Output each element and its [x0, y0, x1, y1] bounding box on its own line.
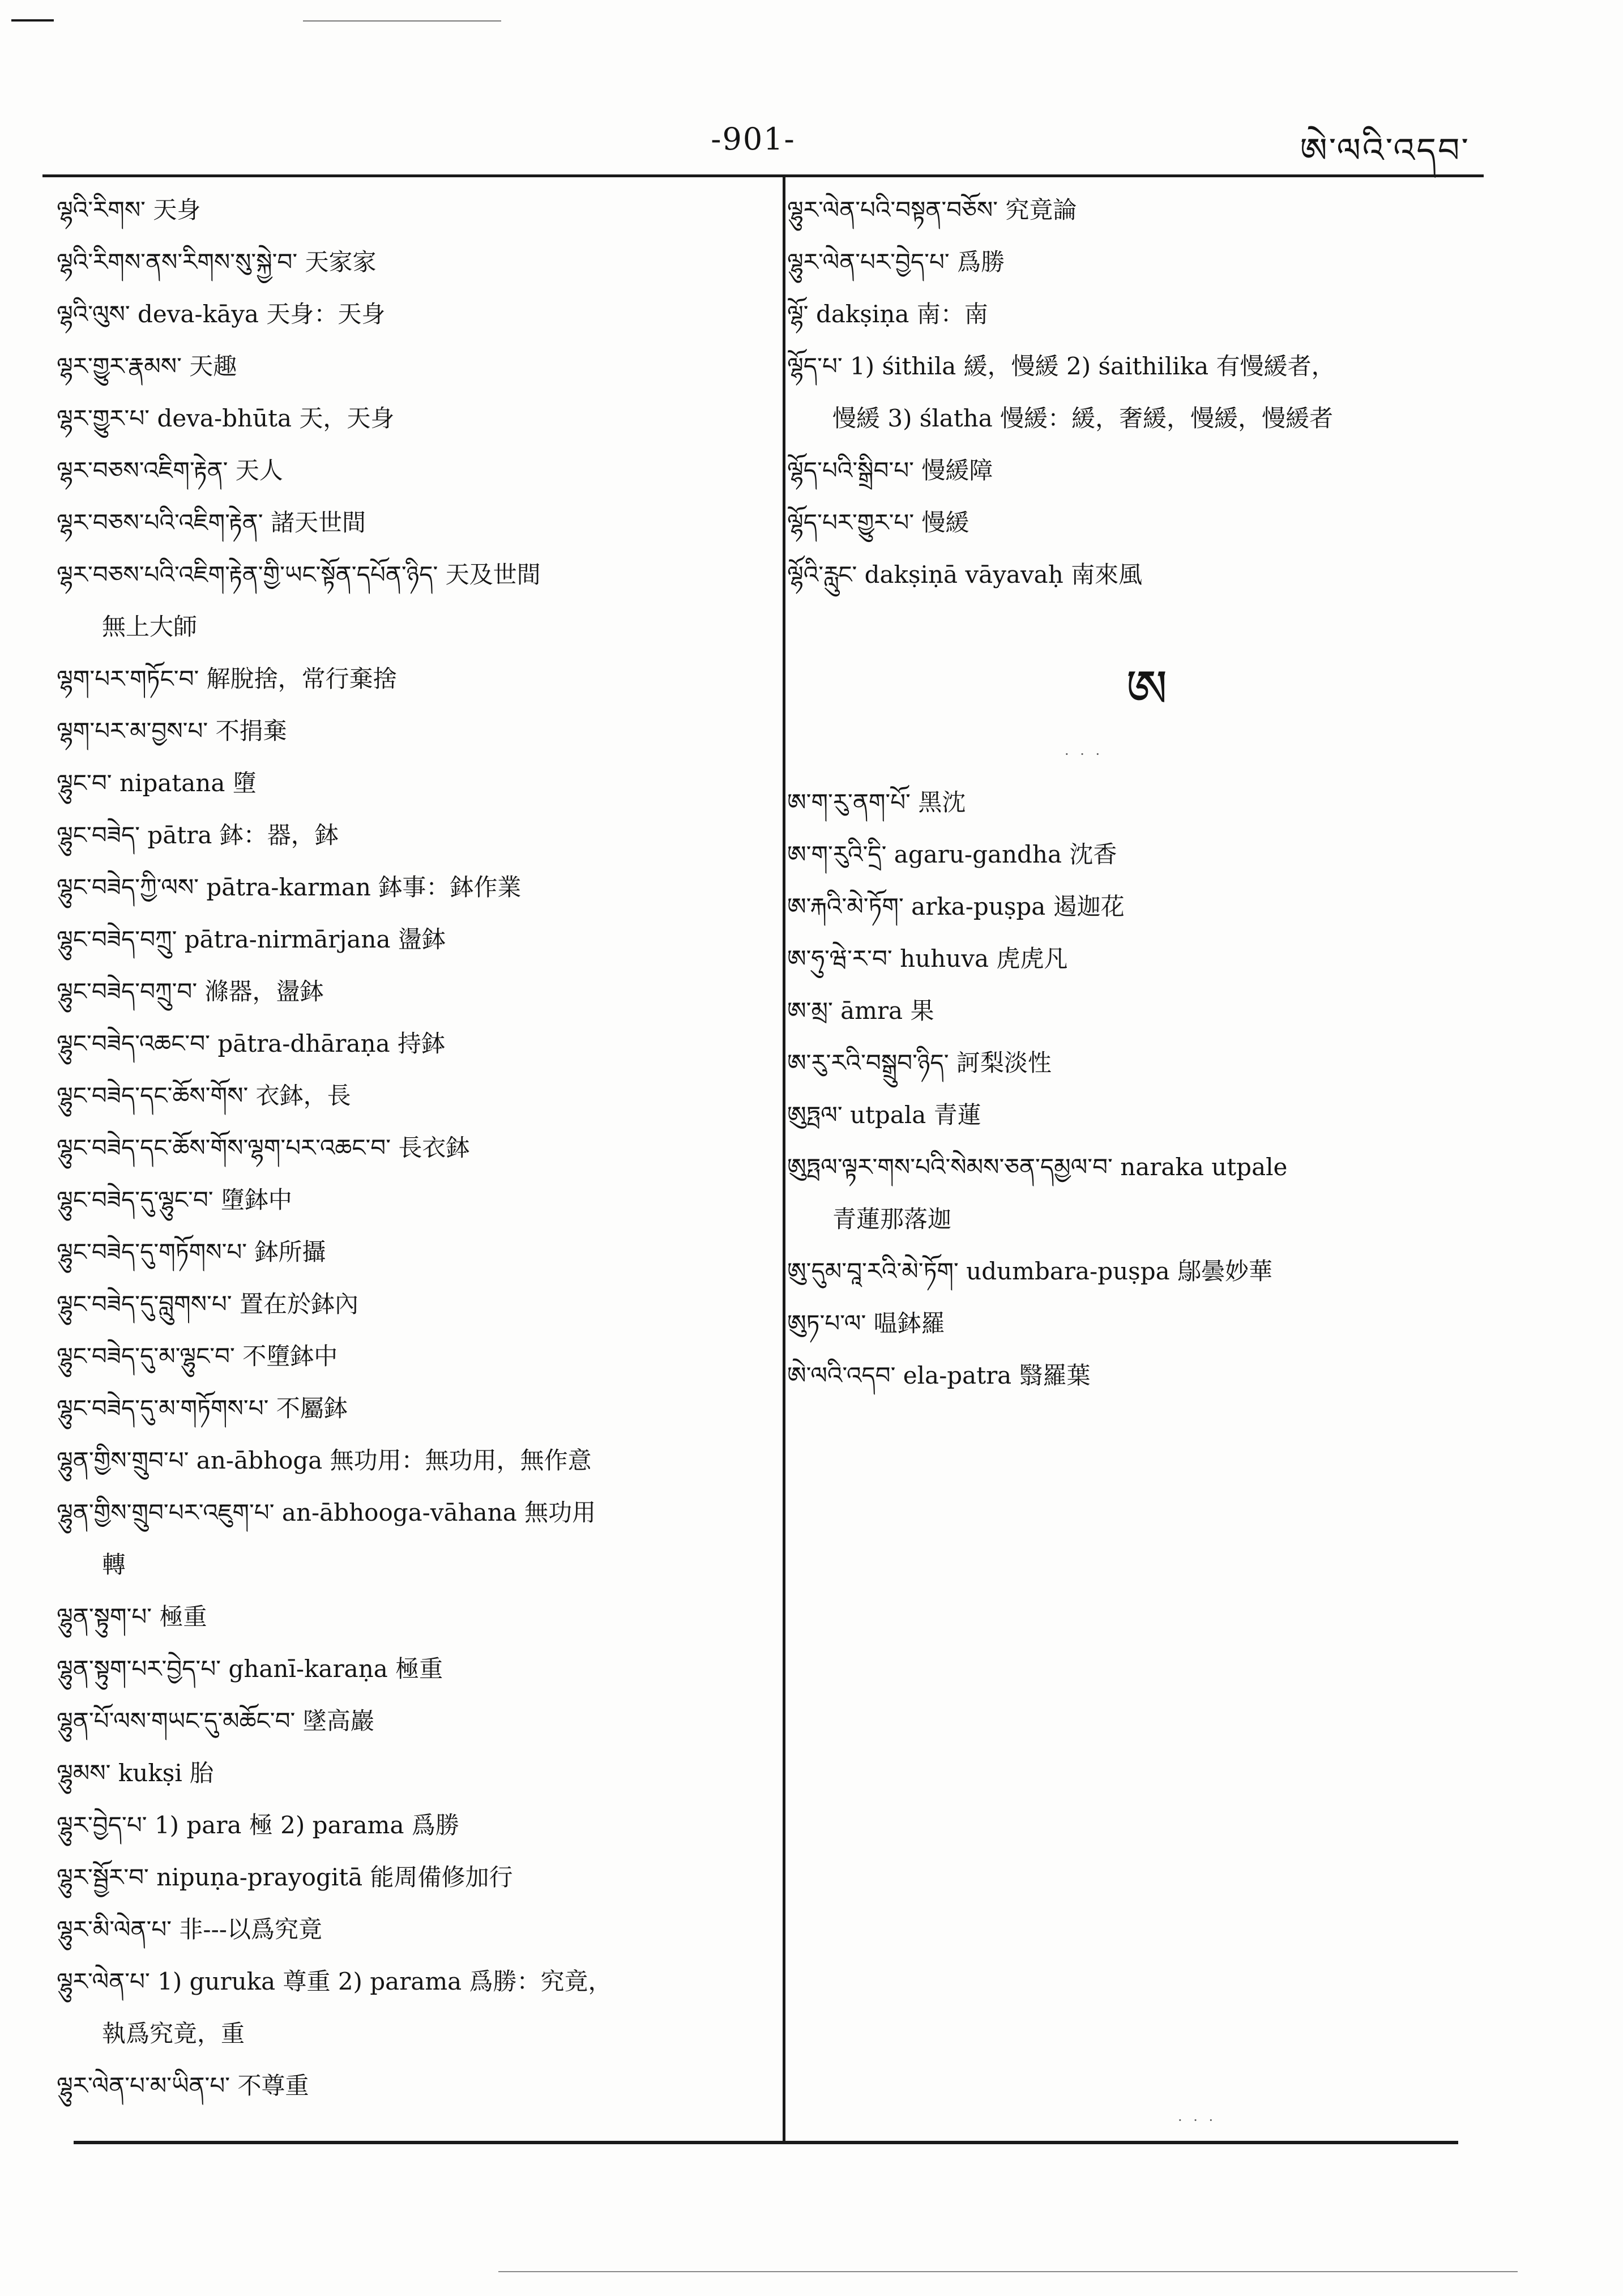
left-entry: ལྷུང་བཟེད་བཀྲུ་བ་ 滌器，盪鉢 — [57, 978, 324, 1005]
right-bottom-entry: ཨ་ག་རུ་ནག་པོ་ 黑沈 — [787, 788, 966, 816]
left-entry: ལྷར་གྱུར་པ་ deva-bhūta 天，天身 — [57, 404, 395, 432]
left-entry: ལྷར་གྱུར་རྣམས་ 天趣 — [57, 352, 237, 380]
left-entry: ལྷའི་རིགས་ནས་རིགས་སུ་སྐྱེ་བ་ 天家家 — [57, 248, 377, 276]
right-top-entry: ལྷུར་ལེན་པར་བྱེད་པ་ 爲勝 — [787, 248, 1005, 276]
running-head: ཨེ་ལའི་འདབ་ — [1300, 131, 1470, 170]
right-column-bottom — [787, 776, 1506, 1402]
right-bottom-entry: 青蓮那落迦 — [832, 1205, 952, 1233]
left-entry: ལྷུར་སྦྱོར་བ་ nipuṇa-prayogitā 能周備修加行 — [57, 1863, 513, 1891]
header-rule — [42, 174, 1484, 177]
right-top-entry: ལྷུར་ལེན་པའི་བསྟན་བཅོས་ 究竟論 — [787, 196, 1077, 224]
right-column — [787, 184, 1506, 1402]
right-top-entry: 慢緩 3) ślatha 慢緩：緩，奢緩，慢緩，慢緩者 — [832, 404, 1334, 432]
left-entry: ལྷུང་བཟེད་དང་ཆོས་གོས་ལྷག་པར་འཆང་བ་ 長衣鉢 — [57, 1134, 470, 1162]
left-entry: ལྷུང་བཟེད་ pātra 鉢：器，鉢 — [57, 821, 339, 849]
left-entry: ལྷུར་མི་ལེན་པ་ 非---以爲究竟 — [57, 1915, 322, 1943]
left-entry: ལྷའི་རིགས་ 天身 — [57, 196, 201, 224]
left-entry: ལྷུན་གྱིས་གྲུབ་པ་ an-ābhoga 無功用：無功用，無作意 — [57, 1446, 592, 1474]
left-entry: ལྷུང་བཟེད་དུ་གཏོགས་པ་ 鉢所攝 — [57, 1238, 326, 1266]
left-entry: ལྷུང་བཟེད་བཀྲུ་ pātra-nirmārjana 盪鉢 — [57, 925, 446, 953]
scan-speck: · · · — [1065, 746, 1104, 762]
left-entry: ལྷུང་བཟེད་དུ་ལྷུང་བ་ 墮鉢中 — [57, 1186, 292, 1214]
left-entry: ལྷུང་བཟེད་དང་ཆོས་གོས་ 衣鉢，長 — [57, 1082, 351, 1109]
scan-speck: · · · — [1178, 2113, 1217, 2128]
section-letter-heading: ཨ — [1126, 659, 1168, 719]
left-entry: ལྷུན་སྟུག་པ་ 極重 — [57, 1603, 207, 1631]
left-entry: ལྷུར་ལེན་པ་ 1) guruka 尊重 2) parama 爲勝：究竟， — [57, 1968, 612, 1995]
right-bottom-entry: ཨུ་དུམ་བཱ་རའི་མེ་ཏོག་ udumbara-puṣpa 鄔曇妙華 — [787, 1257, 1272, 1285]
left-entry: ལྷུང་བཟེད་དུ་མ་གཏོགས་པ་ 不屬鉢 — [57, 1394, 348, 1422]
right-top-entry: ལྷོ་ dakṣiṇa 南：南 — [787, 300, 988, 328]
right-bottom-entry: ཨུཏྤལ་ལྟར་གས་པའི་སེམས་ཅན་དམྱལ་བ་ naraka utpale — [787, 1153, 1288, 1181]
left-entry: 執爲究竟，重 — [102, 2020, 245, 2047]
right-top-entry: ལྷོད་པའི་སྒྲིབ་པ་ 慢緩障 — [787, 456, 993, 484]
left-entry: ལྷུར་བྱེད་པ་ 1) para 極 2) parama 爲勝 — [57, 1811, 459, 1839]
right-bottom-entry: ཨ་རྐའི་མེ་ཏོག་ arka-puṣpa 遏迦花 — [787, 893, 1125, 920]
right-bottom-entry: ཨུཏྤལ་ utpala 青蓮 — [787, 1101, 981, 1129]
left-entry: ལྷག་པར་གཏོང་བ་ 解脫捨，常行棄捨 — [57, 665, 397, 693]
left-entry: ལྷུན་སྟུག་པར་བྱེད་པ་ ghanī-karaṇa 極重 — [57, 1655, 443, 1683]
right-bottom-entry: ཨ་རུ་རའི་བསྒྲུབ་ཉིད་ 訶梨淡性 — [787, 1049, 1052, 1077]
left-entry: ལྷུང་བ་ nipatana 墮 — [57, 769, 257, 797]
right-top-entry: ལྷོད་པ་ 1) śithila 緩，慢緩 2) śaithilika 有慢緩者， — [787, 352, 1335, 380]
top-faint-rule — [303, 20, 501, 22]
left-entry: ལྷུན་པོ་ལས་གཡང་དུ་མཆོང་བ་ 墜高巖 — [57, 1707, 374, 1735]
left-entry: ལྷུང་བཟེད་དུ་མ་ལྷུང་བ་ 不墮鉢中 — [57, 1342, 338, 1370]
left-column — [57, 184, 776, 2112]
footer-rule — [74, 2141, 1458, 2144]
right-column-top — [787, 184, 1506, 601]
left-entry: ལྷུན་གྱིས་གྲུབ་པར་འཇུག་པ་ an-ābhooga-vāhana 無功用 — [57, 1499, 596, 1526]
page-number: -901- — [711, 121, 796, 157]
left-entry: ལྷུང་བཟེད་འཆང་བ་ pātra-dhāraṇa 持鉢 — [57, 1030, 445, 1057]
left-entry: ལྷུམས་ kukṣi 胎 — [57, 1759, 214, 1787]
left-entry: ལྷར་བཅས་པའི་འཇིག་རྟེན་ 諸天世間 — [57, 509, 366, 536]
left-entry: 轉 — [102, 1551, 126, 1578]
left-entry: ལྷུང་བཟེད་དུ་བླུགས་པ་ 置在於鉢內 — [57, 1290, 358, 1318]
corner-mark — [11, 19, 54, 22]
left-entry: ལྷར་བཅས་འཇིག་རྟེན་ 天人 — [57, 456, 283, 484]
right-bottom-entry: ཨེ་ལའི་འདབ་ ela-patra 翳羅葉 — [787, 1362, 1091, 1389]
right-top-entry: ལྷོའི་རླུང་ dakṣiṇā vāyavaḥ 南來風 — [787, 561, 1143, 588]
right-bottom-entry: ཨ་ཧུ་ཝེ་ར་བ་ huhuva 虎虎凡 — [787, 945, 1068, 972]
left-entry: ལྷར་བཅས་པའི་འཇིག་རྟེན་གྱི་ཡང་སྟོན་དཔོན་ཉིད་ 天及世間 — [57, 561, 541, 588]
bottom-faint-rule — [498, 2271, 1518, 2272]
right-bottom-entry: ཨུཏ་པ་ལ་ 嗢鉢羅 — [787, 1309, 945, 1337]
column-divider — [783, 177, 785, 2142]
right-bottom-entry: ཨ་མྲ་ āmra 果 — [787, 997, 934, 1025]
right-top-entry: ལྷོད་པར་གྱུར་པ་ 慢緩 — [787, 509, 969, 536]
left-entry: 無上大師 — [102, 613, 198, 641]
left-entry: ལྷུང་བཟེད་ཀྱི་ལས་ pātra-karman 鉢事：鉢作業 — [57, 873, 522, 901]
left-entry: ལྷུར་ལེན་པ་མ་ཡིན་པ་ 不尊重 — [57, 2072, 309, 2099]
right-bottom-entry: ཨ་ག་རུའི་དྲི་ agaru-gandha 沈香 — [787, 840, 1117, 868]
left-entry: ལྷའི་ལུས་ deva-kāya 天身：天身 — [57, 300, 386, 328]
left-entry: ལྷག་པར་མ་བྱས་པ་ 不捐棄 — [57, 717, 287, 745]
